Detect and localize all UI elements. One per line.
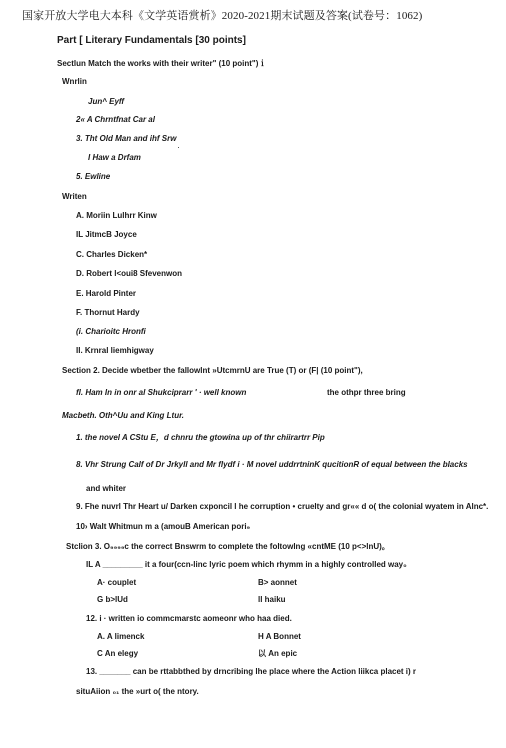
q12-option-c: C An elegy — [97, 649, 139, 658]
part-title: Part [ Literary Fundamentals [30 points] — [57, 35, 246, 46]
work-item-1: Jun^ Eyff — [88, 97, 125, 106]
section-3-heading: Stclion 3. O₉₉₉₉c the correct Bnswrm to complete the foltowlng «cntME (10 p<>lnU)。 — [66, 542, 390, 551]
writer-item-b: IL JitmcB Joyce — [76, 230, 137, 239]
work-item-3: 3. Tht Old Man and ihf Srw — [76, 134, 177, 143]
question-13-cont: situAiion ₀₁ the »urt o( the ntory. — [76, 687, 199, 696]
q11-option-c: G b>lUd — [97, 595, 128, 604]
section-1-heading: Sectlun Match the works with their writer" (10 point")ｉ — [57, 59, 267, 68]
q11-option-b: B> aonnet — [258, 578, 297, 587]
page-header: 国家开放大学电大本科《文学英语赏析》2020-2021期末试题及答案(试卷号：1062) — [22, 10, 423, 22]
writer-item-e: E. Harold Pinter — [76, 289, 137, 298]
works-label: Wnrlin — [62, 77, 87, 86]
writers-label: Writen — [62, 192, 87, 201]
statement-10: 10› Walt Whitmun m a (amouB American pori₉ — [76, 522, 251, 531]
writer-item-f: F. Thornut Hardy — [76, 308, 140, 317]
work-item-2: 2« A Chrntfnat Car al — [76, 115, 155, 124]
statement-8: 8. Vhr Strung Calf of Dr Jrkyll and Mr flydf i · M novel uddrrtninK qucitionR of equal between the blacks — [76, 460, 468, 469]
writer-item-d: D. Robert l<oui8 Sfevenwon — [76, 269, 183, 278]
stray-mark — [178, 147, 179, 148]
q11-option-d: ll haiku — [258, 595, 286, 604]
q12-option-a: A. A limenck — [97, 632, 145, 641]
statement-8-cont: and whiter — [86, 484, 127, 493]
question-13: 13. _______ can be rttabbthed by drncribing lhe place where the Action liikca placet i) r — [86, 667, 417, 676]
work-item-5: 5. Ewline — [76, 172, 111, 181]
statement-6-cont: Macbeth. Oth^Uu and King Ltur. — [62, 411, 184, 420]
question-12: 12. i · written io commcmarstc aomeonr who haa died. — [86, 614, 292, 623]
q11-option-a: A· couplet — [97, 578, 137, 587]
statement-6: fl. Ham In in onr al Shukciprarr ' · well known — [76, 388, 247, 397]
work-item-4: I Haw a Drfam — [88, 153, 141, 162]
q12-option-b: H A Bonnet — [258, 632, 301, 641]
writer-item-g: (i. Charioitc Hronfi — [76, 327, 146, 336]
writer-item-h: II. Krnral liemhigway — [76, 346, 154, 355]
question-11: IL A _________ it a four(ccn-linc lyric poem which rhymm in a highly controlled way₀ — [86, 560, 407, 569]
section-2-heading: Section 2. Decide wbetber the fallowlnt »UtcmrnU are True (T) or (F| (10 point"), — [62, 366, 363, 375]
q12-option-d: 以 An epic — [258, 649, 298, 658]
statement-9: 9. Fhe nuvrl Thr Heart u/ Darken cxponcil l he corruption • cruelty and gr«« d o( the colonial wyatem in Alnc*. — [76, 502, 489, 511]
writer-item-c: C. Charles Dicken* — [76, 250, 148, 259]
writer-item-a: A. Moriin Lulhrr Kinw — [76, 211, 157, 220]
statement-6-end: the othpr three bring — [327, 388, 406, 397]
statement-7: 1. the novel A CStu E，d chnru the gtowina up of thr chiirartrr Pip — [76, 433, 325, 442]
